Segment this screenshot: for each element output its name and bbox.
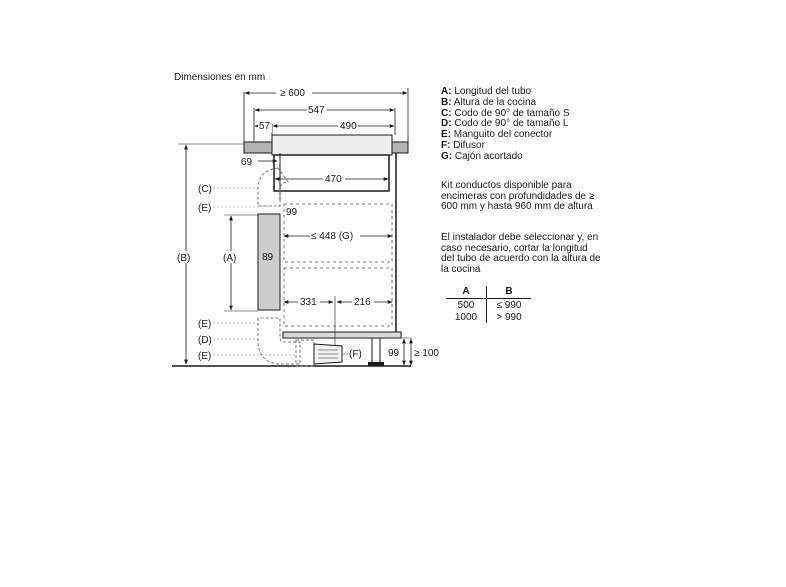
plinth-board xyxy=(283,332,401,338)
dim-470: 470 xyxy=(325,174,342,185)
table-cell: ≤ 990 xyxy=(496,300,522,311)
table-cell: 1000 xyxy=(446,311,487,323)
dim-331: 331 xyxy=(300,297,317,308)
dim-490: 490 xyxy=(340,121,357,132)
note-line: del tubo de acuerdo con la altura de xyxy=(441,253,601,265)
dim-100: ≥ 100 xyxy=(414,348,439,359)
length-table xyxy=(446,286,531,323)
installer-note xyxy=(441,233,621,275)
table-row xyxy=(446,299,531,312)
note-line: caso necesario, cortar la longitud xyxy=(441,242,588,254)
hob-unit xyxy=(272,135,392,155)
table-header-b: B xyxy=(487,286,532,299)
note-line: encimeras con profundidades de ≥ xyxy=(441,190,595,202)
legend xyxy=(441,87,570,163)
note-line: la cocina xyxy=(441,263,481,275)
legend-item: D: Codo de 90° de tamaño L xyxy=(441,118,569,130)
table-row xyxy=(446,311,531,323)
table-cell: > 990 xyxy=(496,312,522,323)
note-line: Kit conductos disponible para xyxy=(441,180,572,191)
dim-57: 57 xyxy=(259,121,271,132)
kit-note xyxy=(441,181,621,213)
ref-c: (C) xyxy=(198,184,212,195)
legend-item: C: Codo de 90° de tamaño S xyxy=(441,107,570,119)
diagram-title: Dimensiones en mm xyxy=(174,72,266,83)
elbow-d xyxy=(258,318,300,364)
note-line: 600 mm y hasta 960 mm de altura xyxy=(441,201,593,213)
legend-item: E: Manguito del conector xyxy=(441,129,553,141)
dim-547: 547 xyxy=(308,105,325,116)
dim-99-top: 99 xyxy=(286,207,298,218)
dim-99-bottom: 99 xyxy=(388,348,400,359)
cabinet-foot-base xyxy=(368,362,384,366)
cabinet-foot xyxy=(372,338,380,364)
ref-e3: (E) xyxy=(198,351,212,362)
dim-600: ≥ 600 xyxy=(280,88,305,99)
ref-b: (B) xyxy=(177,253,191,264)
legend-item: G: Cajón acortado xyxy=(441,150,523,162)
table-cell: 500 xyxy=(446,299,487,312)
note-line: El instalador debe seleccionar y, en xyxy=(441,232,599,243)
connector-sleeve xyxy=(296,340,314,366)
dim-89: 89 xyxy=(262,252,274,263)
ref-e2: (E) xyxy=(198,319,212,330)
ref-f: (F) xyxy=(349,349,362,360)
table-header-a: A xyxy=(446,286,487,299)
dim-69: 69 xyxy=(241,157,253,168)
dim-216: 216 xyxy=(354,297,371,308)
legend-item: F: Difusor xyxy=(441,139,485,151)
dim-448: ≤ 448 (G) xyxy=(311,231,354,242)
ref-d: (D) xyxy=(198,335,212,346)
ref-e1: (E) xyxy=(198,203,212,214)
legend-item: A: Longitud del tubo xyxy=(441,86,532,97)
ref-a: (A) xyxy=(223,253,237,264)
legend-item: B: Altura de la cocina xyxy=(441,96,537,108)
